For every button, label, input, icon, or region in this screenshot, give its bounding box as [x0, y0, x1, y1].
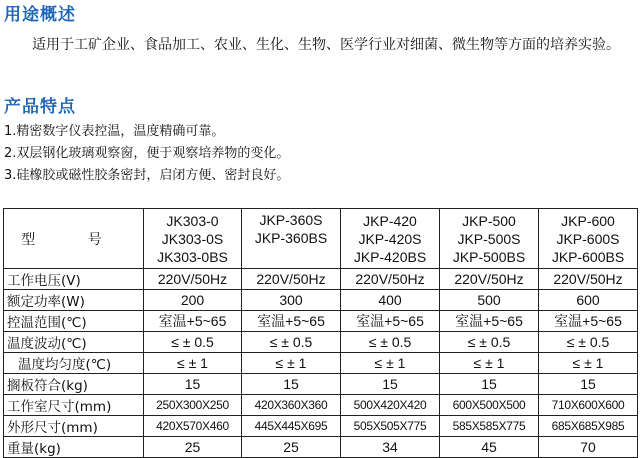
spec-row-outer-size — [4, 416, 638, 437]
row-label: 搁板符合(kg) — [4, 374, 144, 395]
spec-value: 15 — [242, 374, 341, 395]
model-name: JKP-420BS — [353, 248, 427, 265]
spec-value: ≤ ± 0.5 — [341, 332, 440, 353]
spec-row-temp-fluctuation — [4, 332, 638, 353]
spec-value: 25 — [144, 437, 242, 458]
spec-value: 200 — [144, 290, 242, 311]
spec-value: 220V/50Hz — [539, 269, 638, 290]
spec-value: 220V/50Hz — [242, 269, 341, 290]
spec-value: 600 — [539, 290, 638, 311]
features-section-title: 产品特点 — [4, 97, 76, 117]
spec-value: ≤ ± 0.5 — [539, 332, 638, 353]
spec-value: ≤ ± 1 — [341, 353, 440, 374]
model-name: JKP-600S — [556, 230, 620, 247]
model-cell — [539, 209, 638, 269]
spec-value: 15 — [539, 374, 638, 395]
model-cell — [242, 209, 341, 269]
spec-row-chamber-size — [4, 395, 638, 416]
spec-value: 室温+5~65 — [539, 311, 638, 332]
model-name: JK303-0S — [161, 230, 224, 247]
spec-value: 505X505X775 — [341, 416, 440, 437]
spec-row-weight — [4, 437, 638, 458]
spec-value: ≤ ± 1 — [539, 353, 638, 374]
row-label: 温度均匀度(℃) — [4, 353, 144, 374]
spec-value: 250X300X250 — [144, 395, 242, 416]
feature-item: 2.双层钢化玻璃观察窗，便于观察培养物的变化。 — [4, 146, 290, 161]
spec-value: 室温+5~65 — [242, 311, 341, 332]
model-cell — [144, 209, 242, 269]
spec-value: 45 — [440, 437, 539, 458]
model-header-label: 型 号 — [21, 231, 126, 248]
model-name: JKP-360BS — [254, 230, 328, 246]
feature-item: 1.精密数字仪表控温，温度精确可靠。 — [4, 124, 225, 139]
spec-table — [3, 208, 638, 458]
spec-value: 70 — [539, 437, 638, 458]
spec-row-temp-uniformity — [4, 353, 638, 374]
spec-value: 500X420X420 — [341, 395, 440, 416]
model-name: JKP-500S — [457, 230, 521, 247]
spec-value: 室温+5~65 — [144, 311, 242, 332]
usage-section-title: 用途概述 — [4, 5, 76, 25]
model-name: JKP-360S — [259, 212, 323, 228]
spec-value: 15 — [341, 374, 440, 395]
spec-value: 15 — [440, 374, 539, 395]
row-label: 工作电压(V) — [4, 269, 144, 290]
model-cell — [440, 209, 539, 269]
spec-value: 420X360X360 — [242, 395, 341, 416]
row-label: 额定功率(W) — [4, 290, 144, 311]
spec-value: 710X600X600 — [539, 395, 638, 416]
spec-value: 585X585X775 — [440, 416, 539, 437]
spec-value: ≤ ± 0.5 — [242, 332, 341, 353]
spec-value: 室温+5~65 — [440, 311, 539, 332]
spec-row-power — [4, 290, 638, 311]
spec-value: 25 — [242, 437, 341, 458]
row-label: 重量(kg) — [4, 437, 144, 458]
spec-value: 室温+5~65 — [341, 311, 440, 332]
model-name: JKP-600 — [561, 212, 615, 229]
spec-value: 500 — [440, 290, 539, 311]
spec-value: 34 — [341, 437, 440, 458]
features-list — [4, 121, 289, 187]
model-header-row — [4, 209, 638, 269]
spec-value: 220V/50Hz — [144, 269, 242, 290]
spec-value: 300 — [242, 290, 341, 311]
model-name: JK303-0BS — [157, 248, 228, 265]
spec-row-temp-range — [4, 311, 638, 332]
model-header-label-cell — [4, 209, 144, 269]
model-name: JKP-600BS — [551, 248, 625, 265]
spec-value: 445X445X695 — [242, 416, 341, 437]
model-name: JKP-420 — [363, 212, 417, 229]
spec-value: 220V/50Hz — [341, 269, 440, 290]
spec-value: 220V/50Hz — [440, 269, 539, 290]
row-label: 外形尺寸(mm) — [4, 416, 144, 437]
spec-row-voltage — [4, 269, 638, 290]
row-label: 控温范围(℃) — [4, 311, 144, 332]
model-name: JKP-500BS — [452, 248, 526, 265]
spec-value: ≤ ± 1 — [440, 353, 539, 374]
spec-value: ≤ ± 1 — [242, 353, 341, 374]
spec-value: 15 — [144, 374, 242, 395]
model-name: JKP-500 — [462, 212, 516, 229]
feature-item: 3.硅橡胶或磁性胶条密封，启闭方便、密封良好。 — [4, 168, 290, 183]
model-name: JKP-420S — [358, 230, 422, 247]
spec-value: ≤ ± 0.5 — [440, 332, 539, 353]
row-label: 温度波动(℃) — [4, 332, 144, 353]
spec-row-shelf-load — [4, 374, 638, 395]
spec-value: 420X570X460 — [144, 416, 242, 437]
model-name: JK303-0 — [166, 212, 219, 229]
spec-value: ≤ ± 1 — [144, 353, 242, 374]
row-label: 工作室尺寸(mm) — [4, 395, 144, 416]
model-cell — [341, 209, 440, 269]
spec-value: ≤ ± 0.5 — [144, 332, 242, 353]
spec-value: 685X685X985 — [539, 416, 638, 437]
spec-value: 600X500X500 — [440, 395, 539, 416]
spec-value: 400 — [341, 290, 440, 311]
usage-description: 适用于工矿企业、食品加工、农业、生化、生物、医学行业对细菌、微生物等方面的培养实验。 — [32, 37, 620, 53]
